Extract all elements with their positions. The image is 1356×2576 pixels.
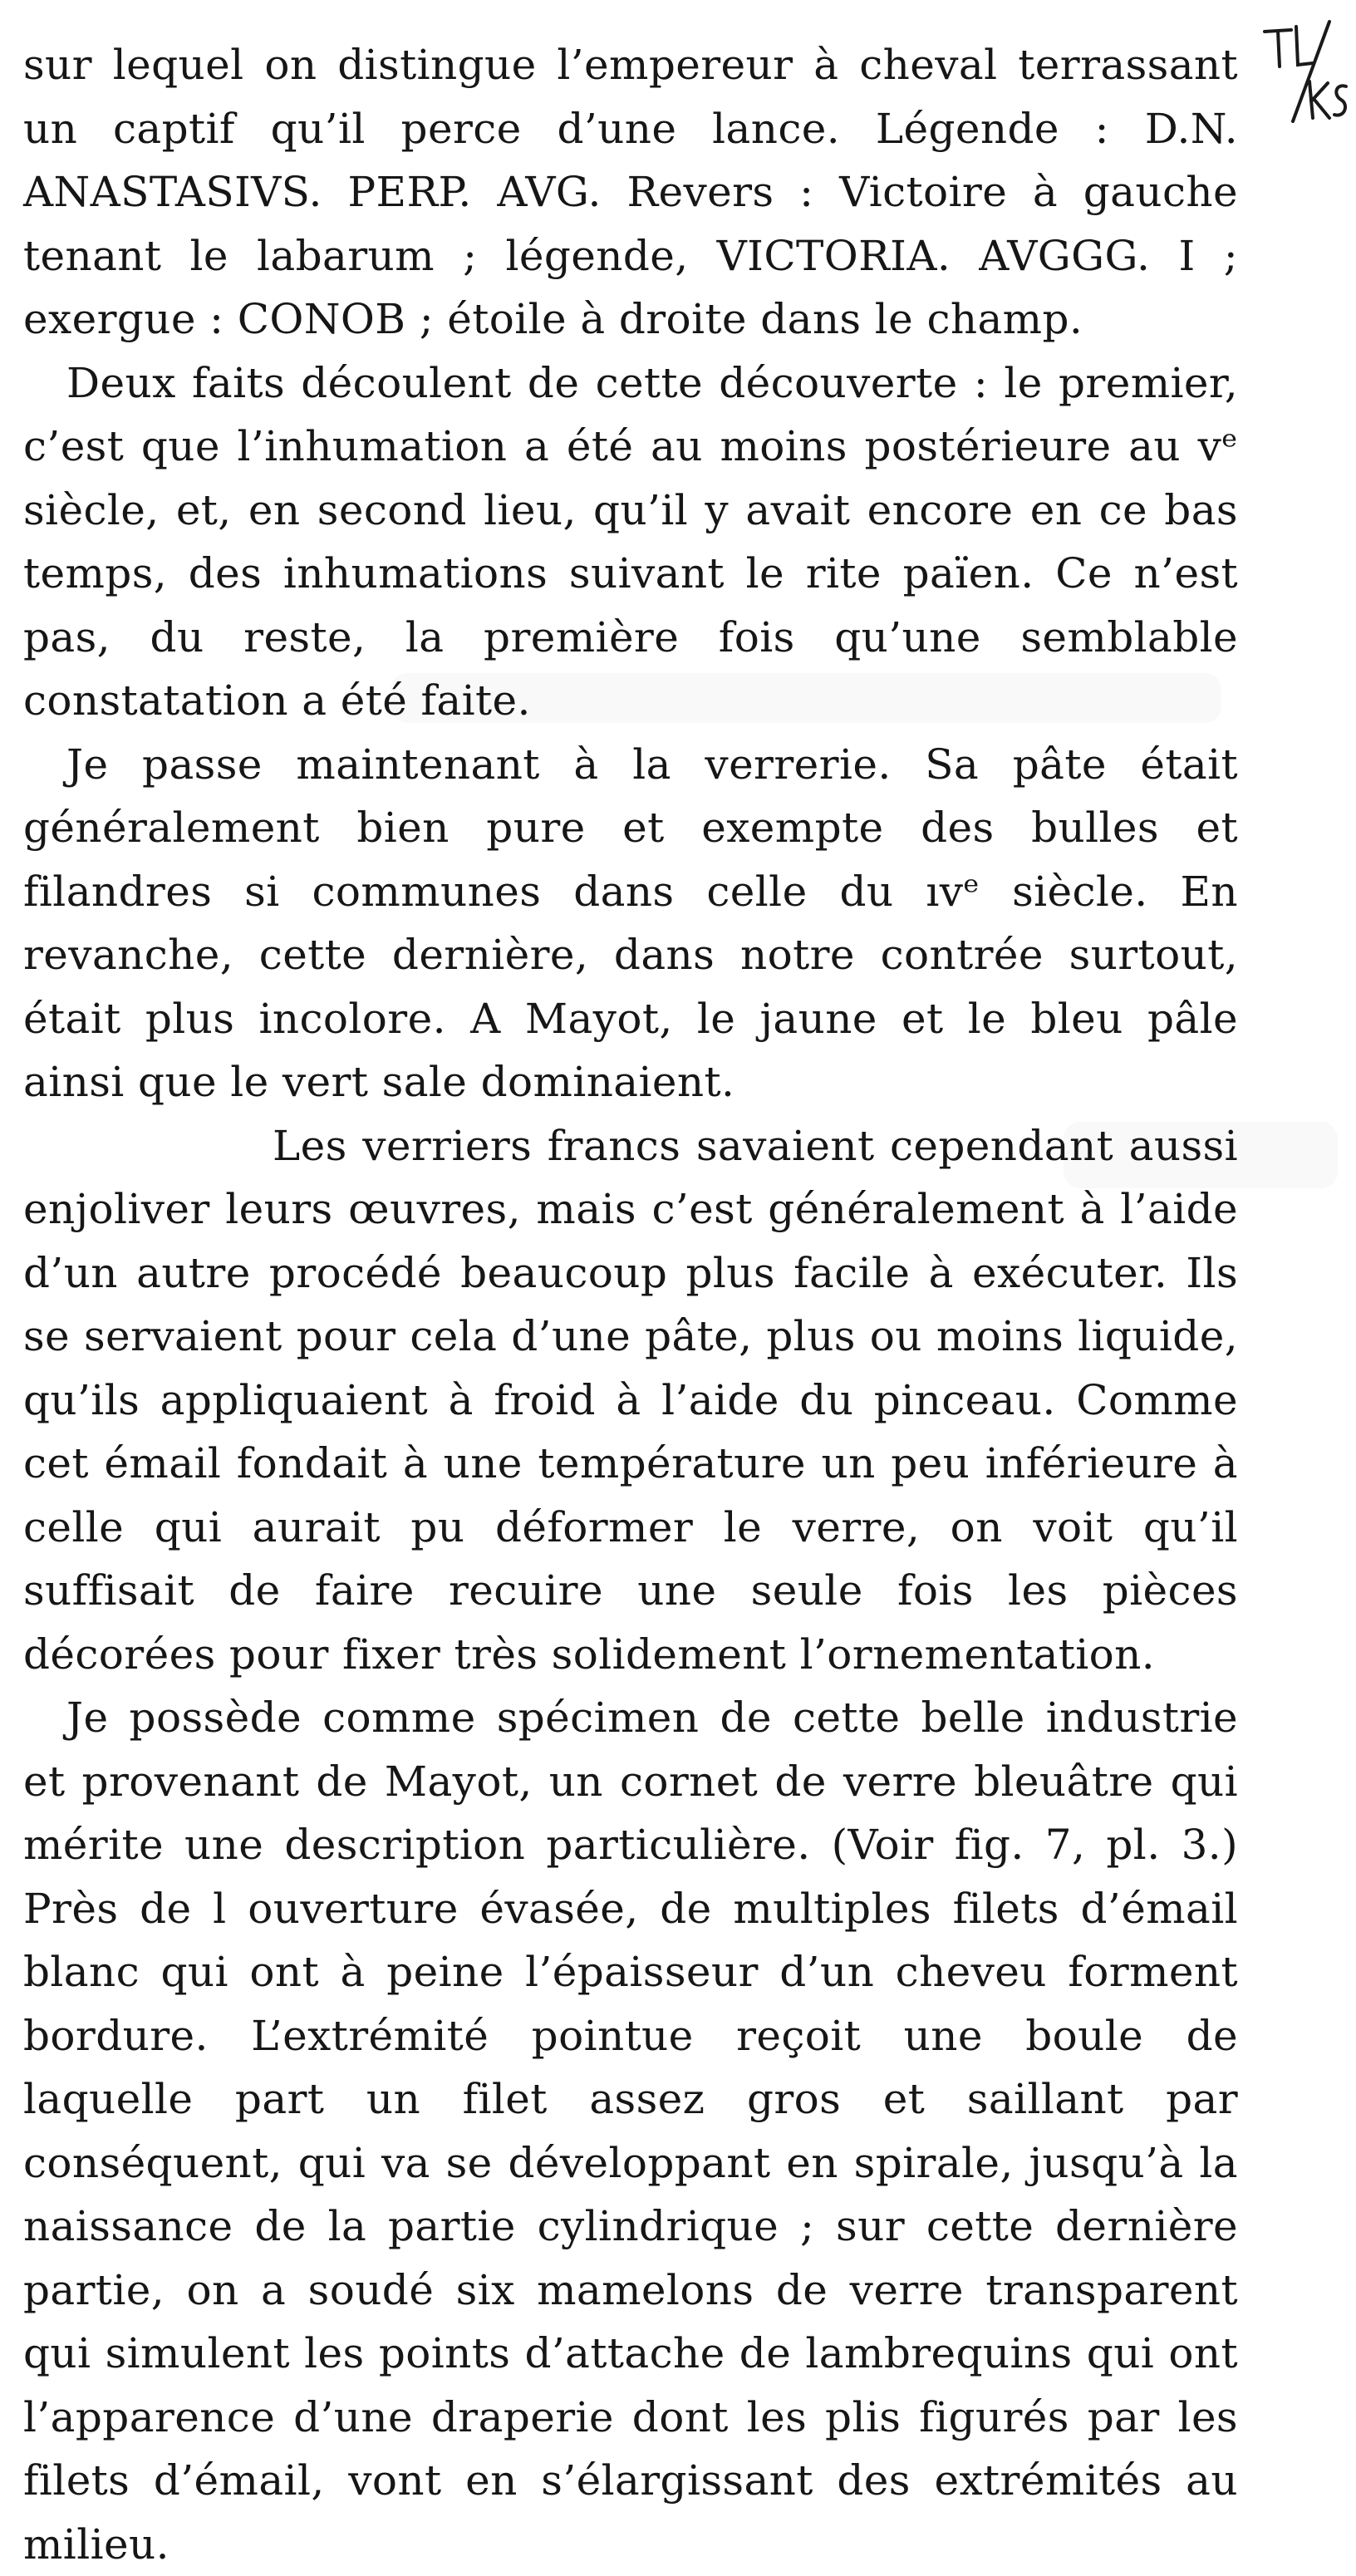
paragraph-glass-horn-specimen: Je possède comme spécimen de cette belle industrie et provenant de Mayot, un cornet de verre bleuâtre qui mérite une description particulière. (Voir fig. 7, pl. 3.) Près de l ouverture évasée, de multiples filets d’émail blanc qui ont à peine l’épaisseur d’un cheveu forment bordure. L’extrémité pointue reçoit une boule de laquelle part un filet assez gros et saillant par conséquent, qui va se développant en spirale, jusqu’à la naissance de la partie cylindrique ; sur cette dernière partie, on a soudé six mamelons de verre transparent qui simulent les points d’attache de lambrequins qui ont l’apparence d’une draperie dont les plis figurés par les filets d’émail, vont en s’élargissant des extrémités au milieu. — [23, 1694, 1238, 2569]
margin-note-drawing — [1260, 15, 1351, 131]
paragraph-coin-description: sur lequel on distingue l’empereur à cheval terrassant un captif qu’il perce d’une lance. Légende : D.N. ANASTASIVS. PERP. AVG. Revers : Victoire à gauche tenant le labarum ; légende, VICTORIA. AVGGG. I ; exergue : CONOB ; étoile à droite dans le champ. — [23, 41, 1238, 343]
paragraph-frankish-glassmakers: Les verriers francs savaient cependant aussi enjoliver leurs œuvres, mais c’est généralement à l’aide d’un autre procédé beaucoup plus facile à exécuter. Ils se servaient pour cela d’une pâte, plus ou moins liquide, qu’ils appliquaient à froid à l’aide du pinceau. Comme cet émail fondait à une température un peu inférieure à celle qui aurait pu déformer le verre, on voit qu’il suffisait de faire recuire une seule fois les pièces décorées pour fixer très solidement l’ornementation. — [23, 1121, 1238, 1679]
paragraph-discovery-facts: Deux faits découlent de cette découverte : le premier, c’est que l’inhumation a été au moins postérieure au vᵉ siècle, et, en second lieu, qu’il y avait encore en ce bas temps, des inhumations suivant le rite païen. Ce n’est pas, du reste, la première fois qu’une semblable constatation a été faite. — [23, 358, 1238, 725]
handwritten-margin-note — [1260, 15, 1351, 131]
paragraph-glassware: Je passe maintenant à la verrerie. Sa pâte était généralement bien pure et exempte des bulles et filandres si communes dans celle du ıvᵉ siècle. En revanche, cette dernière, dans notre contrée surtout, était plus incolore. A Mayot, le jaune et le bleu pâle ainsi que le vert sale dominaient. — [23, 740, 1238, 1106]
body-text — [23, 33, 1238, 2576]
